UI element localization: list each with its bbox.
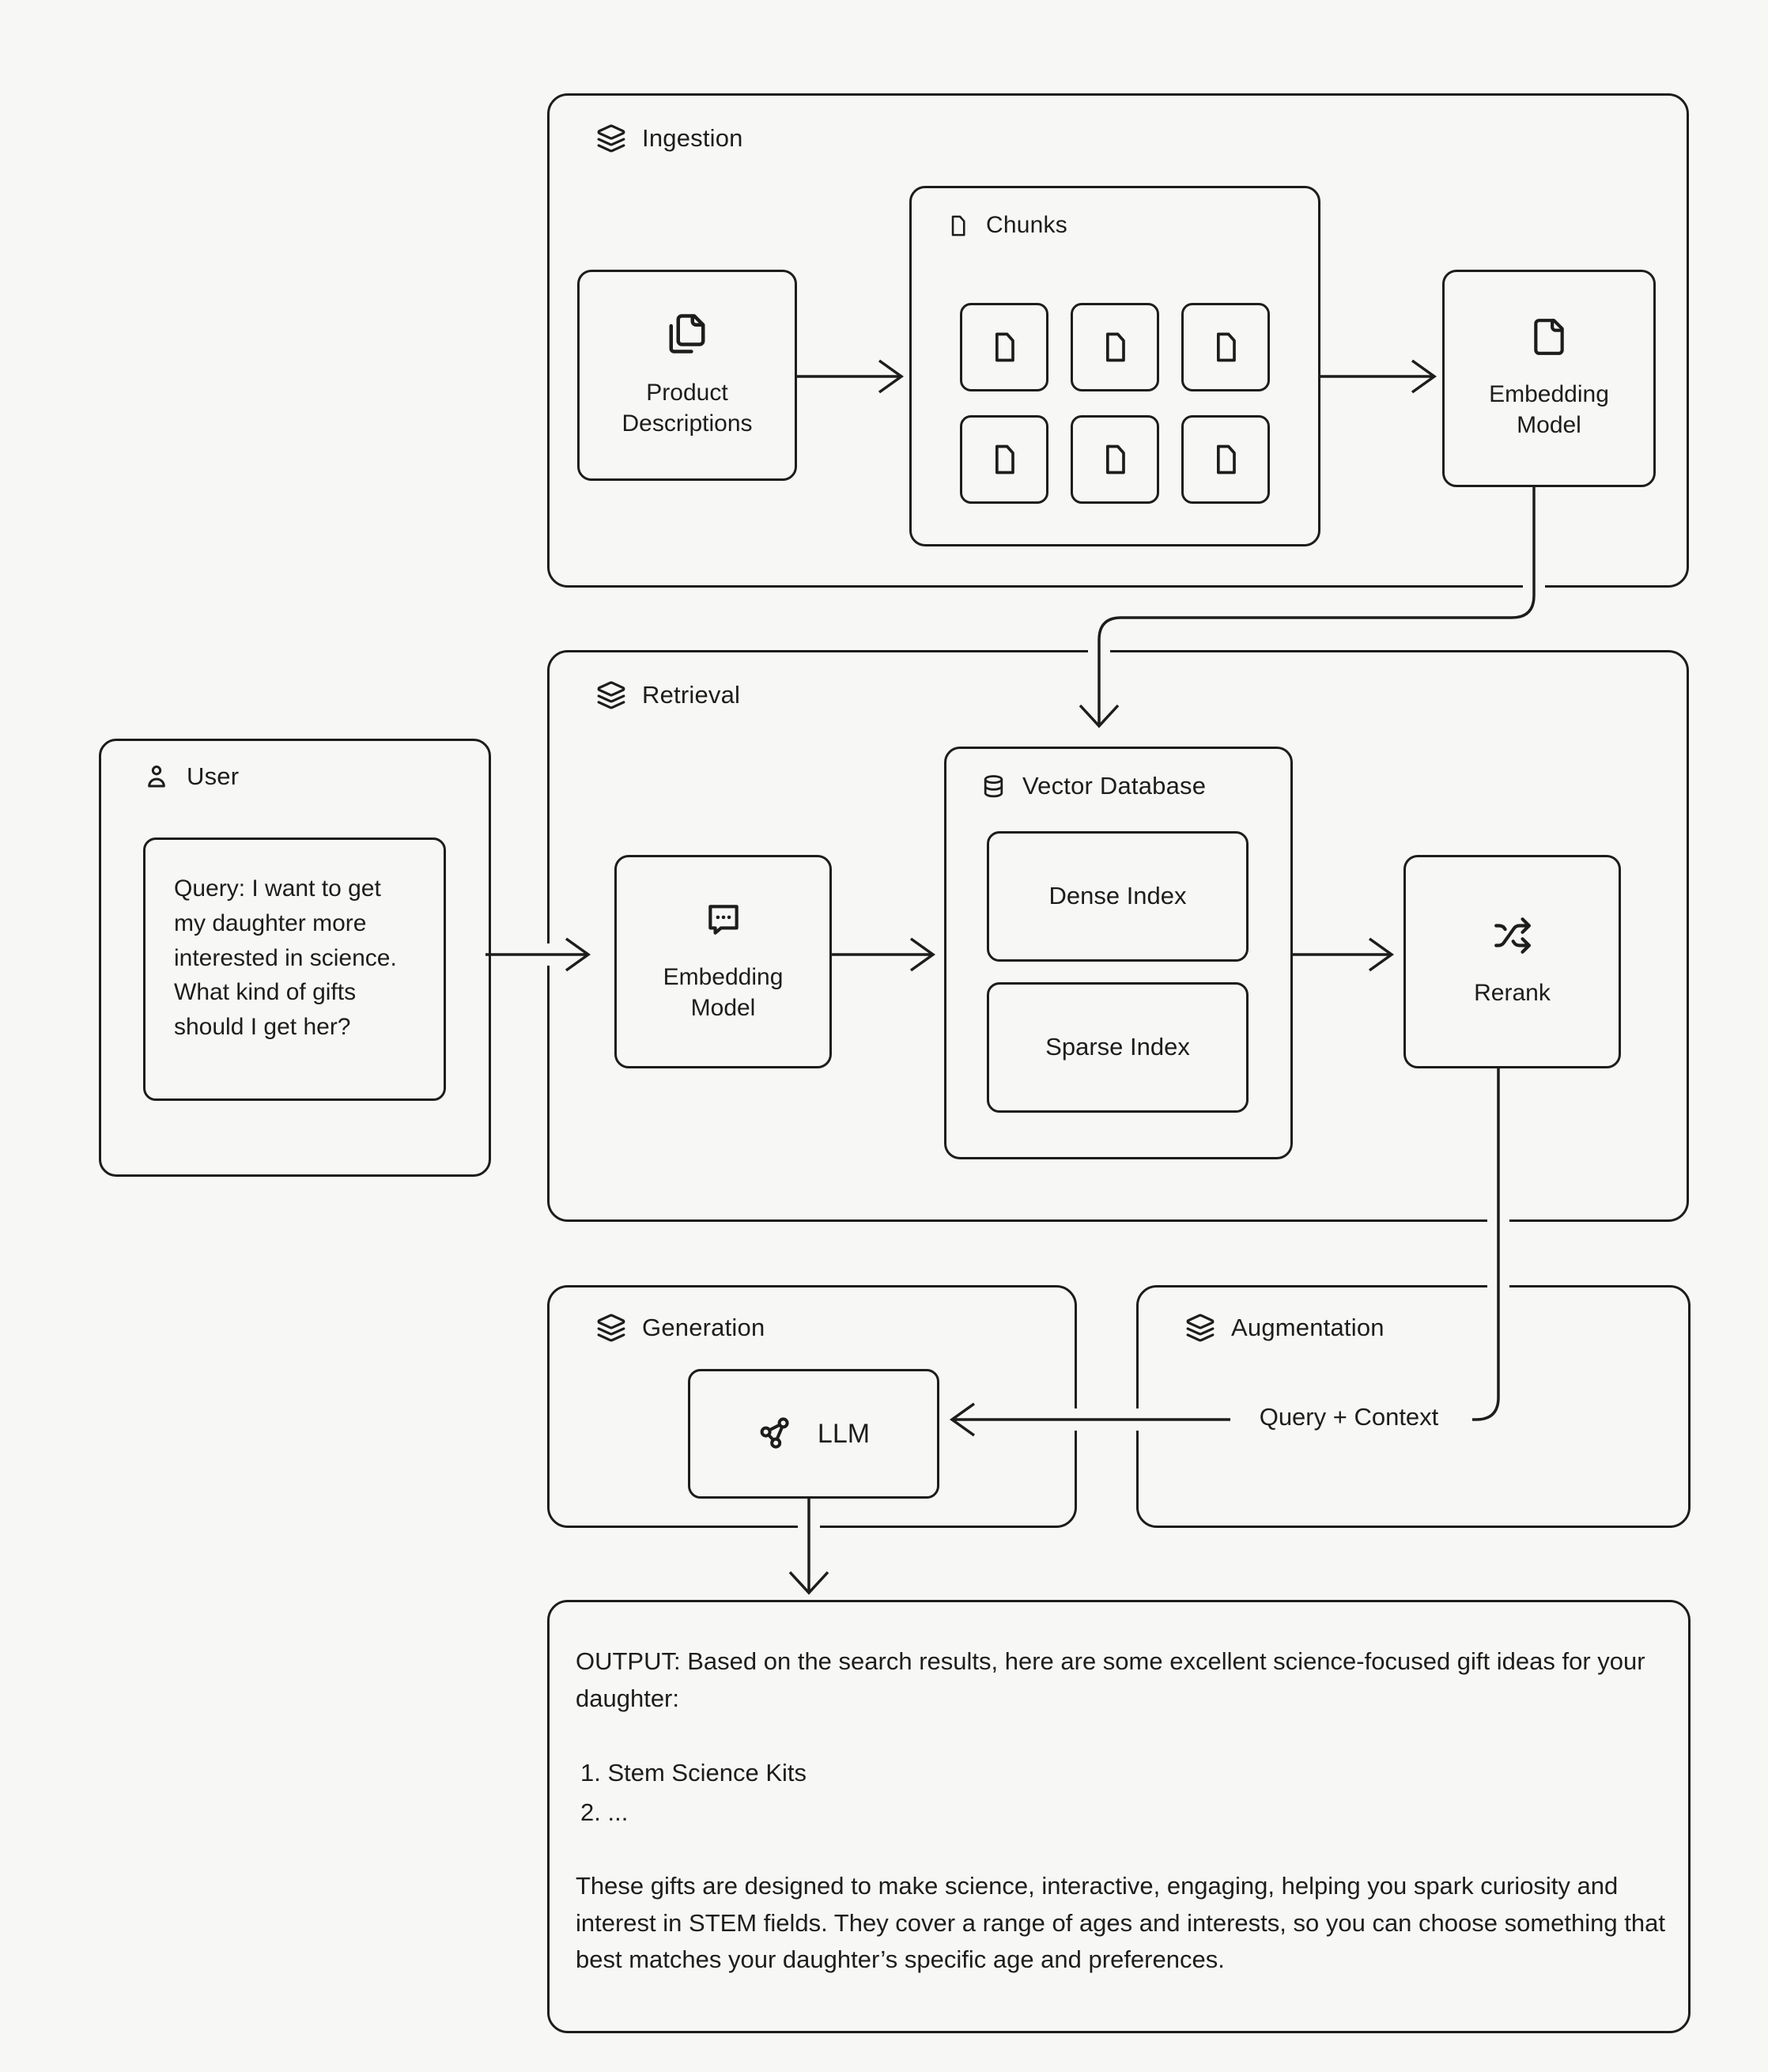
user-header: [142, 762, 239, 791]
layers-icon: [596, 1313, 626, 1343]
vector-database-header: [980, 772, 1206, 800]
user-query-text: Query: I want to get my daughter more interested in science. What kind of gifts should I get her?: [174, 875, 397, 1041]
user-header-label: User: [187, 762, 240, 790]
layers-icon: [596, 680, 626, 710]
network-icon: [757, 1415, 795, 1453]
dense-index-label: Dense Index: [1048, 882, 1187, 910]
files-icon: [666, 312, 708, 355]
retrieval-header-label: Retrieval: [642, 681, 741, 709]
output-intro: OUTPUT: Based on the search results, here are some excellent science-focused gift ideas for your daughter:: [576, 1647, 1645, 1712]
file-icon: [946, 214, 970, 238]
llm-label: LLM: [817, 1418, 871, 1449]
dense-index-node: [987, 831, 1249, 962]
generation-header-label: Generation: [642, 1314, 765, 1341]
embedding-model-ingestion-node: [1442, 270, 1656, 487]
augmentation-header-label: Augmentation: [1231, 1314, 1385, 1341]
chunks-header-label: Chunks: [986, 212, 1067, 238]
layers-icon: [596, 123, 626, 153]
file-icon: [1208, 330, 1243, 365]
file-icon: [1097, 442, 1132, 477]
generation-header: [596, 1313, 765, 1343]
retrieval-header: [596, 680, 740, 710]
rerank-node: [1403, 855, 1621, 1068]
message-dots-icon: [704, 900, 743, 940]
chunks-header: [946, 212, 1067, 239]
file-icon: [1529, 317, 1569, 357]
vector-database-label: Vector Database: [1022, 772, 1207, 800]
file-icon: [1097, 330, 1132, 365]
chunk-item: [1181, 415, 1270, 504]
product-descriptions-node: [577, 270, 797, 481]
chunk-item: [1071, 415, 1159, 504]
output-list-item: 1. Stem Science Kits: [580, 1759, 807, 1787]
file-icon: [987, 442, 1022, 477]
arrowhead: [790, 1572, 828, 1593]
augmentation-header: [1185, 1313, 1385, 1343]
output-list-item: 2. ...: [580, 1798, 629, 1826]
layers-icon: [1185, 1313, 1215, 1343]
user-query-box: [143, 837, 446, 1101]
output-list: [576, 1753, 1665, 1832]
product-descriptions-label: Product Descriptions: [621, 379, 753, 437]
ingestion-header-label: Ingestion: [642, 124, 743, 152]
shuffle-icon: [1493, 916, 1532, 955]
ingestion-header: [596, 123, 743, 153]
embedding-model-retrieval-node: [614, 855, 832, 1068]
llm-node: [688, 1369, 939, 1499]
sparse-index-label: Sparse Index: [1045, 1033, 1190, 1061]
chunk-item: [960, 415, 1048, 504]
embedding-model-ingestion-label: Embedding Model: [1489, 380, 1609, 438]
database-icon: [980, 773, 1007, 800]
query-context-label: Query + Context: [1259, 1403, 1439, 1431]
output-closing: These gifts are designed to make science, interactive, engaging, helping you spark curiosity and interest in STEM fields. They cover a range of ages and interests, so you can choose something that best matches your daughter’s specific age and preferences.: [576, 1872, 1665, 1974]
sparse-index-node: [987, 982, 1249, 1113]
person-icon: [142, 762, 171, 791]
file-icon: [1208, 442, 1243, 477]
rerank-label: Rerank: [1474, 979, 1551, 1006]
chunk-item: [1181, 303, 1270, 391]
file-icon: [987, 330, 1022, 365]
embedding-model-retrieval-label: Embedding Model: [663, 964, 784, 1021]
output-text: [576, 1643, 1665, 1979]
chunk-item: [1071, 303, 1159, 391]
chunk-item: [960, 303, 1048, 391]
